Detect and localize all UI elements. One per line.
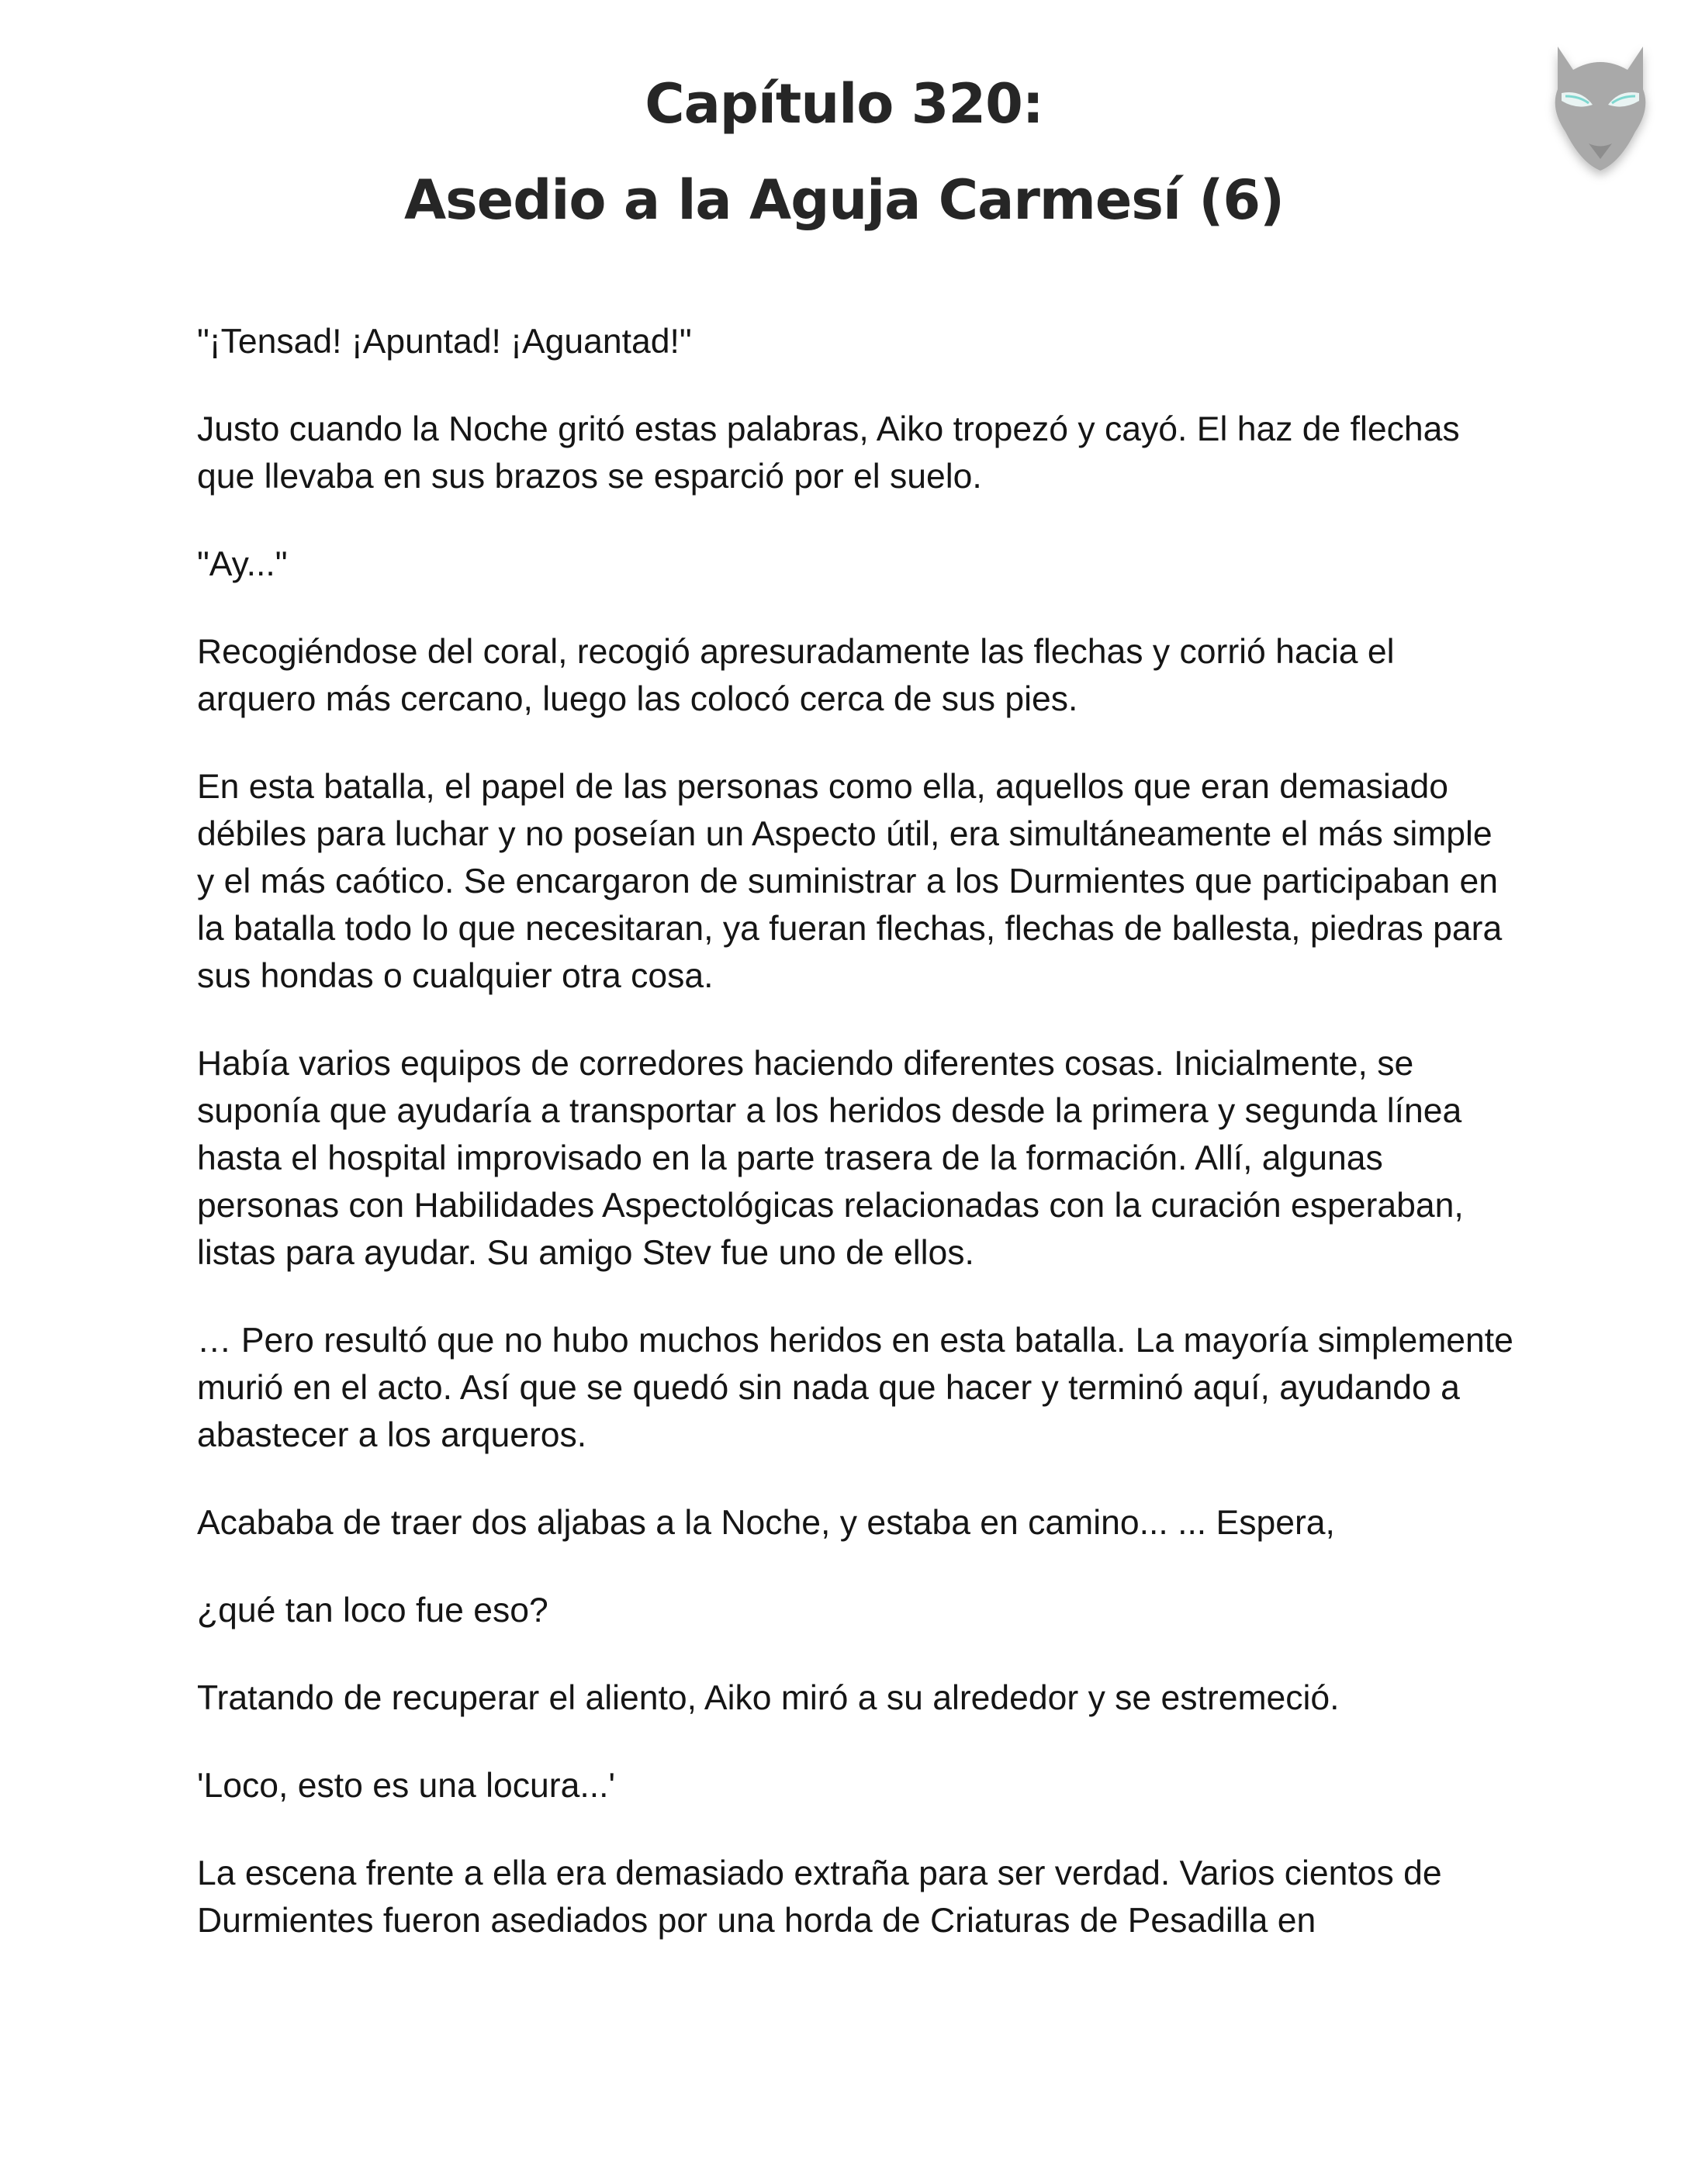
- paragraph: Acababa de traer dos aljabas a la Noche, y estaba en camino... ... Espera,: [197, 1504, 1335, 1542]
- paragraph: Tratando de recuperar el aliento, Aiko miró a su alrededor y se estremeció.: [197, 1679, 1340, 1717]
- paragraph: "Ay...": [197, 545, 288, 583]
- chapter-title: [0, 56, 1688, 248]
- chapter-name: Asedio a la Aguja Carmesí (6): [403, 168, 1285, 232]
- paragraph: Había varios equipos de corredores haciendo diferentes cosas. Inicialmente, se suponía que ayudaría a transportar a los heridos desde la primera y segunda línea hasta el hospital improvisado en la parte trasera de la formación. Allí, algunas personas con Habilidades Aspectológicas relacionadas con la curación esperaban, listas para ayudar. Su amigo Stev fue uno de ellos.: [197, 1045, 1464, 1272]
- paragraph: 'Loco, esto es una locura...': [197, 1767, 615, 1805]
- paragraph: La escena frente a ella era demasiado extraña para ser verdad. Varios cientos de Durmientes fueron asediados por una horda de Criaturas de Pesadilla en: [197, 1854, 1442, 1940]
- paragraph: Recogiéndose del coral, recogió apresuradamente las flechas y corrió hacia el arquero más cercano, luego las colocó cerca de sus pies.: [197, 633, 1395, 718]
- paragraph: "¡Tensad! ¡Apuntad! ¡Aguantad!": [197, 323, 692, 361]
- chapter-body: [197, 318, 1516, 1985]
- demon-mask-icon: [1527, 16, 1674, 186]
- paragraph: En esta batalla, el papel de las personas como ella, aquellos que eran demasiado débiles para luchar y no poseían un Aspecto útil, era simultáneamente el más simple y el más caótico. Se encargaron de suministrar a los Durmientes que participaban en la batalla todo lo que necesitaran, ya fueran flechas, flechas de ballesta, piedras para sus hondas o cualquier otra cosa.: [197, 768, 1503, 995]
- paragraph: ¿qué tan loco fue eso?: [197, 1591, 548, 1629]
- paragraph: Justo cuando la Noche gritó estas palabras, Aiko tropezó y cayó. El haz de flechas que llevaba en sus brazos se esparció por el suelo.: [197, 410, 1460, 496]
- paragraph: … Pero resultó que no hubo muchos heridos en esta batalla. La mayoría simplemente murió en el acto. Así que se quedó sin nada que hacer y terminó aquí, ayudando a abastecer a los arqueros.: [197, 1322, 1513, 1454]
- chapter-number: Capítulo 320:: [645, 72, 1043, 136]
